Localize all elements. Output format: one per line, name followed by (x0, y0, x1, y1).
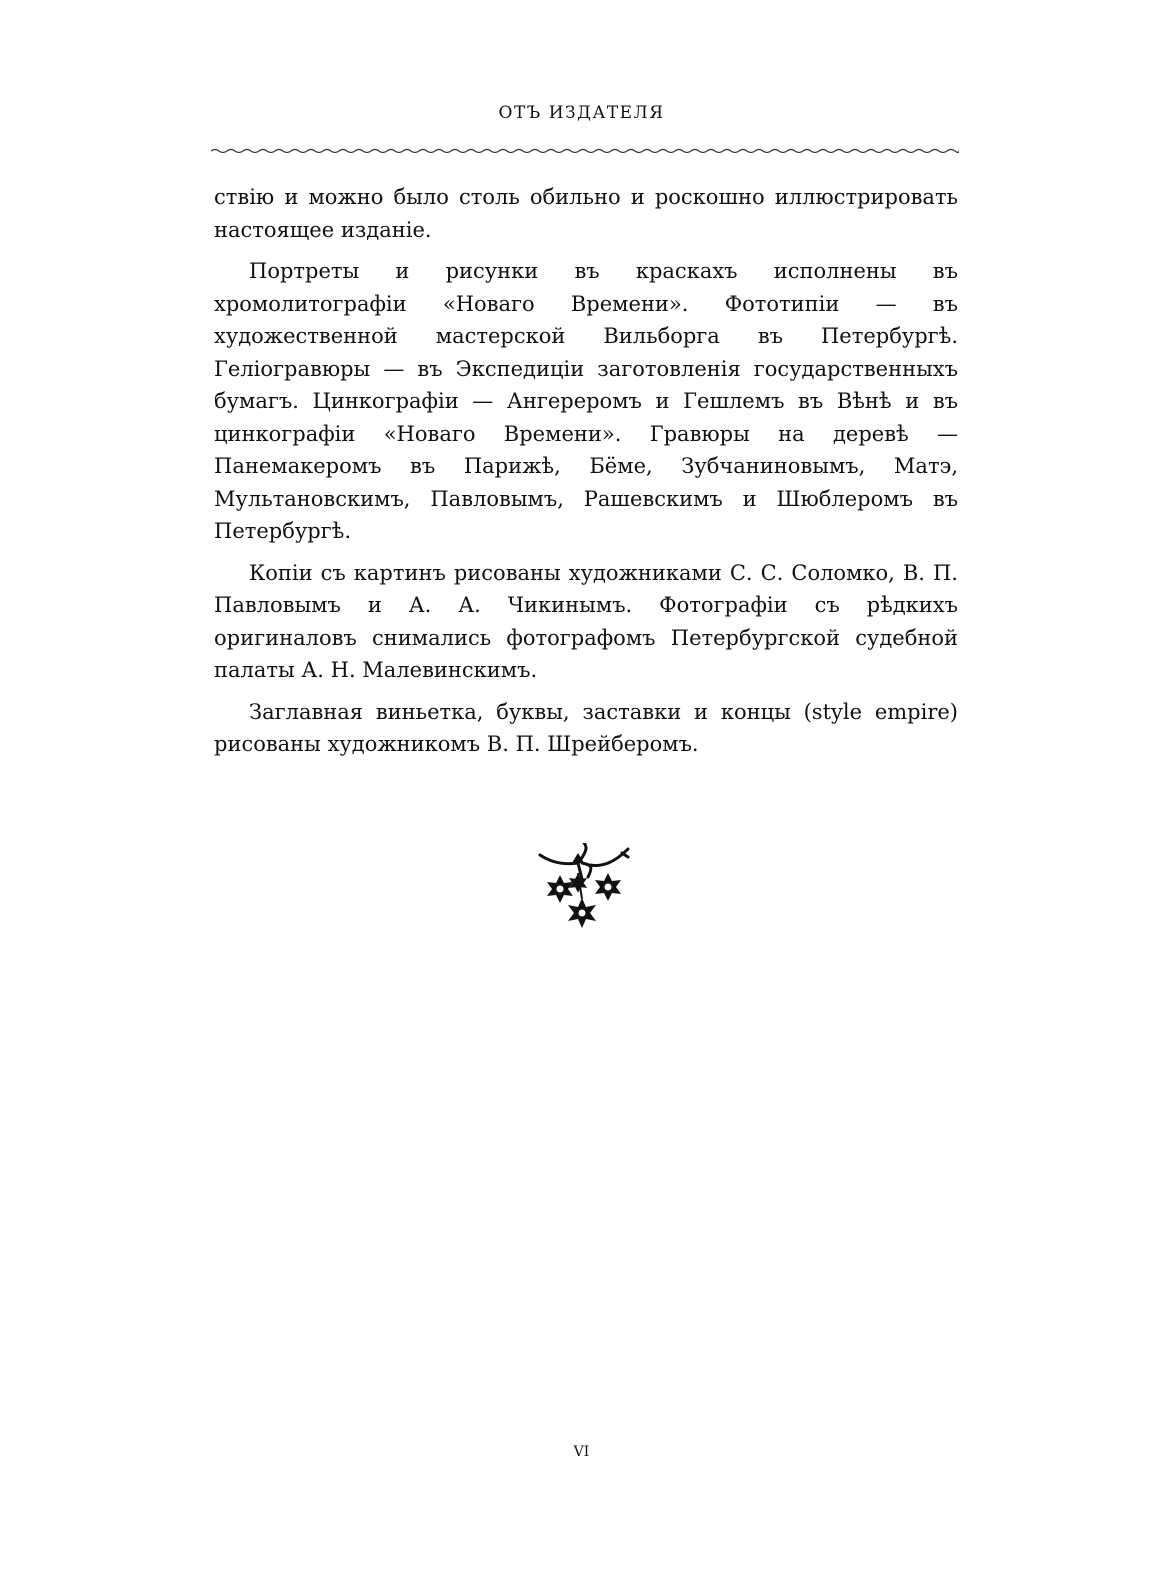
running-title: ОТЪ ИЗДАТЕЛЯ (498, 103, 665, 123)
tailpiece-stars-ornament-icon (538, 843, 630, 931)
paragraph-continuation: ствію и можно было столь обильно и роскошно иллюстрировать настоящее изданіе. (214, 185, 958, 242)
header-rule (211, 148, 959, 154)
paragraph-copies-photographs: Копіи съ картинъ рисованы художниками С. С. Соломко, В. П. Павловымъ и А. А. Чикинымъ. Фотографіи съ рѣдкихъ оригиналовъ снимались фотографомъ Петербургской судебной палаты А. Н. Малевинскимъ. (214, 560, 958, 682)
body-text (214, 181, 958, 770)
paragraph-vignettes: Заглавная виньетка, буквы, заставки и концы (style empire) рисованы художникомъ В. П. Шрейберомъ. (214, 699, 958, 756)
paragraph-reproduction-methods: Портреты и рисунки въ краскахъ исполнены въ хромолитографіи «Новаго Времени». Фототипіи — въ художественной мастерской Вильборга въ Петербургѣ. Геліогравюры — въ Экспедиціи заготовленія государственныхъ бумагъ. Цинкографіи — Ангереромъ и Гешлемъ въ Вѣнѣ и въ цинкографіи «Новаго Времени». Гравюры на деревѣ — Панемакеромъ въ Парижѣ, Бёме, Зубчаниновымъ, Матэ, Мультановскимъ, Павловымъ, Рашевскимъ и Шюблеромъ въ Петербургѣ. (214, 259, 958, 543)
page-number: VI (573, 1444, 590, 1460)
